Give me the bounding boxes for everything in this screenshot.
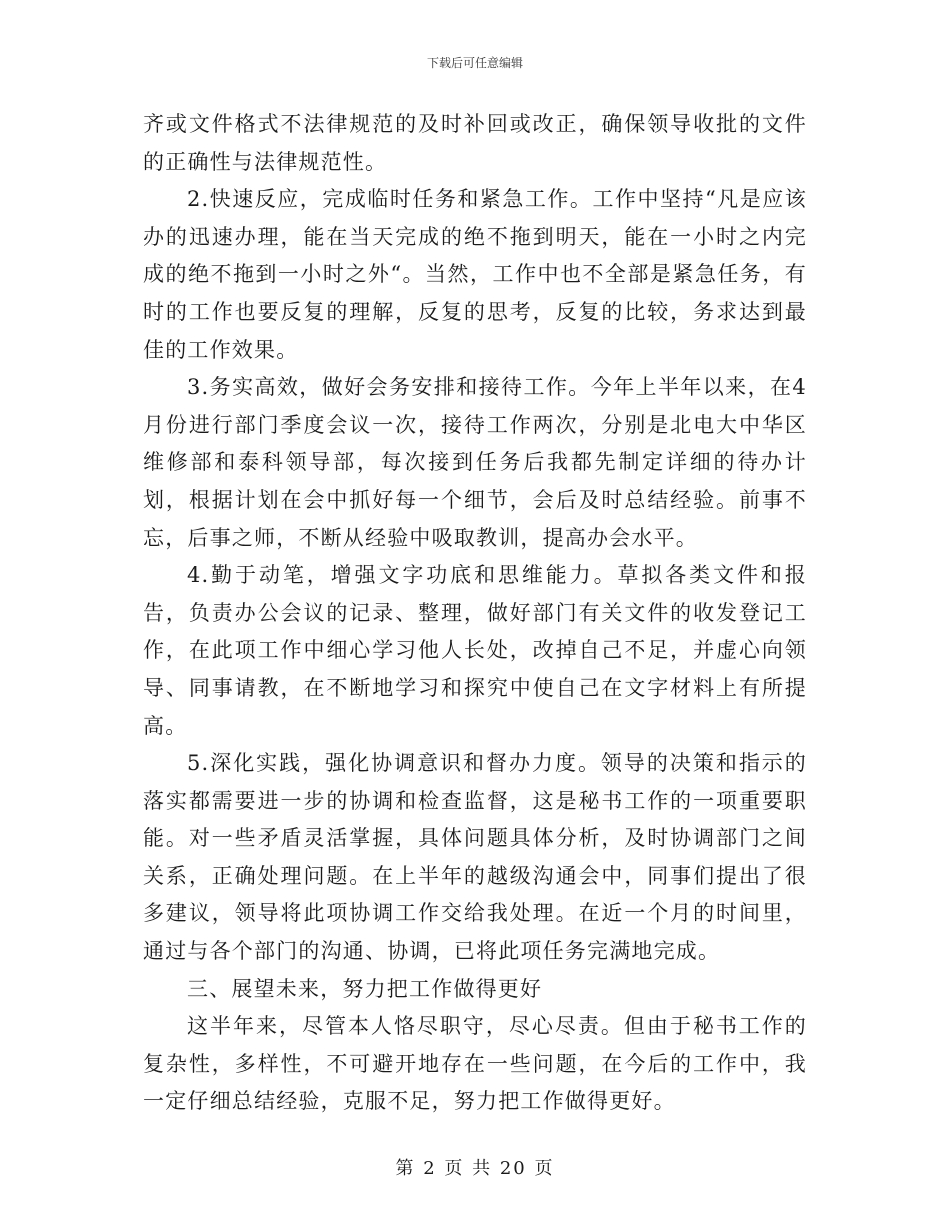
document-body — [143, 106, 807, 1121]
paragraph-2: 2.快速反应，完成临时任务和紧急工作。工作中坚持“凡是应该办的迅速办理，能在当天完成的绝不拖到明天，能在一小时之内完成的绝不拖到一小时之外“。当然，工作中也不全部是紧急任务，有时的工作也要反复的理解，反复的思考，反复的比较，务求达到最佳的工作效果。 — [143, 187, 807, 362]
paragraph-1: 齐或文件格式不法律规范的及时补回或改正，确保领导收批的文件的正确性与法律规范性。 — [143, 112, 807, 174]
page-number: 第 2 页 共 20 页 — [395, 1158, 555, 1179]
paragraph-5: 5.深化实践，强化协调意识和督办力度。领导的决策和指示的落实都需要进一步的协调和检查监督，这是秘书工作的一项重要职能。对一些矛盾灵活掌握，具体问题具体分析，及时协调部门之间关系，正确处理问题。在上半年的越级沟通会中，同事们提出了很多建议，领导将此项协调工作交给我处理。在近一个月的时间里，通过与各个部门的沟通、协调，已将此项任务完满地完成。 — [143, 751, 807, 964]
paragraph-4: 4.勤于动笔，增强文字功底和思维能力。草拟各类文件和报告，负责办公会议的记录、整理，做好部门有关文件的收发登记工作，在此项工作中细心学习他人长处，改掉自己不足，并虚心向领导、同事请教，在不断地学习和探究中使自己在文字材料上有所提高。 — [143, 563, 807, 738]
paragraph-6: 这半年来，尽管本人恪尽职守，尽心尽责。但由于秘书工作的复杂性，多样性，不可避开地存在一些问题，在今后的工作中，我一定仔细总结经验，克服不足，努力把工作做得更好。 — [143, 1014, 807, 1114]
section-heading: 三、展望未来，努力把工作做得更好 — [187, 976, 543, 1001]
header-note: 下载后可任意编辑 — [426, 56, 523, 70]
paragraph-3: 3.务实高效，做好会务安排和接待工作。今年上半年以来，在4月份进行部门季度会议一次，接待工作两次，分别是北电大中华区维修部和泰科领导部，每次接到任务后我都先制定详细的待办计划，根据计划在会中抓好每一个细节，会后及时总结经验。前事不忘，后事之师，不断从经验中吸取教训，提高办会水平。 — [143, 375, 807, 550]
